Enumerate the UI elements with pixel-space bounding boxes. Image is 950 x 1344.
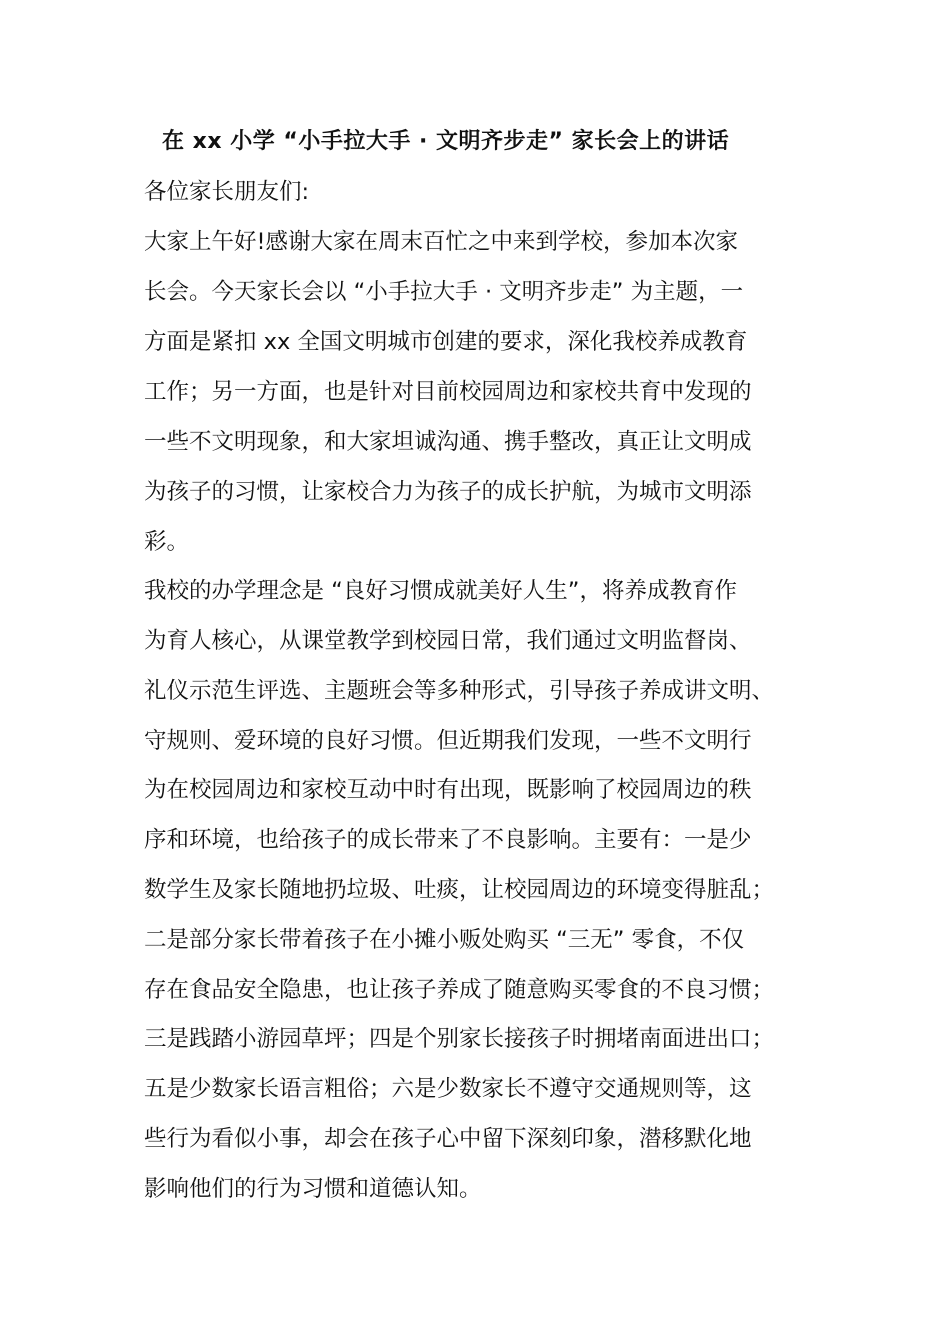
body-line: 为育人核心，从课堂教学到校园日常，我们通过文明监督岗、 — [144, 628, 752, 654]
body-line: 些行为看似小事，却会在孩子心中留下深刻印象，潜移默化地 — [144, 1126, 752, 1152]
body-line: 数学生及家长随地扔垃圾、吐痰，让校园周边的环境变得脏乱； — [144, 877, 775, 903]
body-line: 二是部分家长带着孩子在小摊小贩处购买 “三无” 零食，不仅 — [144, 927, 745, 953]
body-line: 大家上午好!感谢大家在周末百忙之中来到学校，参加本次家 — [144, 229, 739, 255]
body-line: 守规则、爱环境的良好习惯。但近期我们发现，一些不文明行 — [144, 728, 752, 754]
body-line: 礼仪示范生评选、主题班会等多种形式，引导孩子养成讲文明、 — [144, 678, 775, 704]
salutation-line: 各位家长朋友们: — [144, 179, 310, 205]
document-title: 在 xx 小学 “小手拉大手 · 文明齐步走” 家长会上的讲话 — [162, 129, 730, 154]
body-line: 影响他们的行为习惯和道德认知。 — [144, 1176, 482, 1202]
body-line: 三是践踏小游园草坪；四是个别家长接孩子时拥堵南面进出口； — [144, 1026, 775, 1052]
body-line: 长会。今天家长会以 “小手拉大手 · 文明齐步走” 为主题，一 — [144, 279, 744, 305]
body-line: 一些不文明现象，和大家坦诚沟通、携手整改，真正让文明成 — [144, 429, 752, 455]
body-line: 五是少数家长语言粗俗；六是少数家长不遵守交通规则等，这 — [144, 1076, 752, 1102]
body-line: 为在校园周边和家校互动中时有出现，既影响了校园周边的秩 — [144, 777, 752, 803]
body-line: 为孩子的习惯，让家校合力为孩子的成长护航，为城市文明添 — [144, 479, 752, 505]
body-line: 方面是紧扣 xx 全国文明城市创建的要求，深化我校养成教育 — [144, 329, 748, 355]
body-line: 工作；另一方面，也是针对目前校园周边和家校共育中发现的 — [144, 379, 752, 405]
body-line: 存在食品安全隐患，也让孩子养成了随意购买零食的不良习惯； — [144, 977, 775, 1003]
body-line: 彩。 — [144, 529, 190, 555]
body-line: 我校的办学理念是 “良好习惯成就美好人生”，将养成教育作 — [144, 578, 737, 604]
body-line: 序和环境，也给孩子的成长带来了不良影响。主要有：一是少 — [144, 827, 752, 853]
